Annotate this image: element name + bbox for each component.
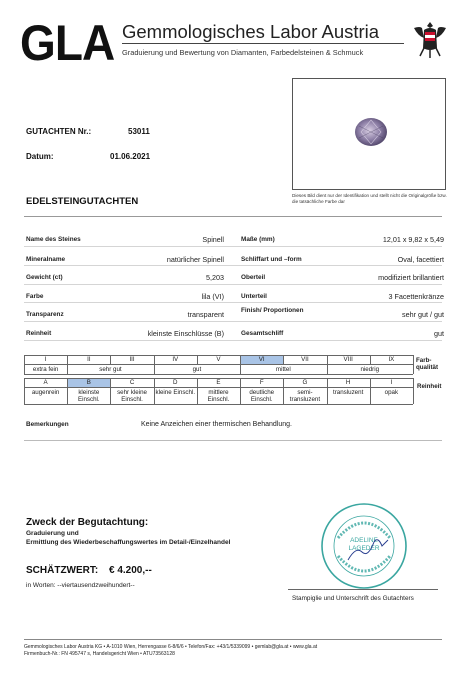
row-divider	[24, 340, 442, 341]
clarity-grade-description: deutliche Einschl.	[249, 389, 275, 404]
row-divider	[24, 284, 442, 285]
clarity-grade-letter: D	[173, 379, 178, 386]
detail-label: Mineralname	[26, 256, 66, 263]
detail-value: 5,203	[206, 273, 224, 282]
detail-value: 12,01 x 9,82 x 5,49	[382, 235, 444, 244]
color-group-label: gut	[192, 366, 202, 373]
clarity-grade-description: augenrein	[31, 389, 60, 396]
row-divider	[24, 302, 442, 303]
color-grade-numeral: IX	[388, 356, 395, 363]
color-group-label: extra fein	[32, 366, 59, 373]
grade-col-line	[413, 355, 414, 364]
purpose-title: Zweck der Begutachtung:	[26, 517, 149, 528]
clarity-grade-letter: B	[86, 379, 91, 386]
clarity-grade-description: mittlere Einschl.	[207, 389, 230, 404]
stamp-caption: Stampiglie und Unterschrift des Gutachters	[292, 595, 414, 602]
detail-value: sehr gut / gut	[402, 310, 444, 319]
footer	[24, 644, 317, 659]
detail-label: Gewicht (ct)	[26, 274, 63, 281]
color-group-label: sehr gut	[99, 366, 122, 373]
clarity-grade-description: kleine Einschl.	[155, 389, 196, 396]
detail-value: 3 Facettenkränze	[388, 292, 444, 301]
color-group-label: niedrig	[360, 366, 380, 373]
grade-table-line	[24, 404, 413, 405]
detail-value: transparent	[187, 310, 224, 319]
detail-value: Oval, facettiert	[397, 255, 444, 264]
valuation-in-words: in Worten: --viertausendzweihundert--	[26, 582, 135, 589]
footer-line-1: Gemmologisches Labor Austria KG • A-1010 Wien, Herrengasse 6-8/6/6 • Telefon/Fax: +43/1/5339099 • gemlab@gla.at • www.gla.at	[24, 644, 318, 650]
color-grade-title: Farb- qualität	[416, 357, 439, 372]
purpose-line-2: Ermittlung des Wiederbeschaffungswertes im Detail-/Einzelhandel	[26, 539, 231, 546]
row-divider	[24, 321, 442, 322]
gla-logo: GLA	[20, 15, 115, 71]
divider	[24, 216, 442, 217]
lab-name: Gemmologisches Labor Austria	[122, 21, 380, 42]
detail-value: kleinste Einschlüsse (B)	[147, 329, 224, 338]
valuation-amount: € 4.200,--	[109, 565, 152, 576]
purpose-line-1: Graduierung und	[26, 530, 79, 537]
group-line	[413, 364, 414, 374]
detail-label: Name des Steines	[26, 236, 81, 243]
color-grade-numeral: I	[44, 356, 47, 363]
color-grade-numeral: VI	[258, 356, 265, 363]
detail-label: Unterteil	[241, 293, 267, 300]
clarity-grade-letter: G	[302, 379, 308, 386]
clarity-grade-letter: I	[390, 379, 393, 386]
date-label: Datum:	[26, 152, 54, 161]
grade-table-line	[24, 364, 413, 365]
header-rule	[122, 43, 404, 44]
austrian-eagle-icon	[410, 18, 450, 62]
signature-line	[288, 589, 438, 590]
row-divider	[24, 265, 442, 266]
divider	[24, 440, 442, 441]
stamp-name: ADELINE	[350, 537, 378, 544]
detail-label: Oberteil	[241, 274, 266, 281]
color-grade-numeral: IV	[172, 356, 179, 363]
detail-label: Reinheit	[26, 330, 52, 337]
detail-label: Farbe	[26, 293, 44, 300]
remarks-text: Keine Anzeichen einer thermischen Behandlung.	[141, 421, 292, 428]
detail-label: Gesamtschliff	[241, 330, 284, 337]
color-grade-numeral: III	[129, 356, 135, 363]
clarity-grade-description: semi-transluzent	[289, 389, 321, 404]
grade-col-line	[413, 378, 414, 404]
footer-line-2: Firmenbuch-Nr.: FN 495747 s, Handelsgericht Wien • ATU73563128	[24, 651, 175, 658]
clarity-grade-description: sehr kleine Einschl.	[117, 389, 148, 404]
detail-value: modifiziert brillantiert	[378, 273, 444, 282]
stamp-surname: LAGEDER	[348, 545, 380, 552]
official-stamp	[320, 502, 408, 590]
report-number-label: GUTACHTEN Nr.:	[26, 127, 92, 136]
clarity-grade-letter: F	[259, 379, 264, 386]
detail-value: Spinell	[202, 235, 224, 244]
lab-subtitle: Graduierung und Bewertung von Diamanten, Farbedelsteinen & Schmuck	[122, 48, 364, 57]
clarity-grade-letter: C	[129, 379, 135, 386]
report-date: 01.06.2021	[110, 152, 151, 161]
remarks-label: Bemerkungen	[26, 421, 69, 428]
color-grade-numeral: VII	[301, 356, 309, 363]
detail-value: natürlicher Spinell	[166, 255, 224, 264]
clarity-grade-description: opak	[384, 389, 399, 396]
grade-table-line	[24, 374, 413, 375]
clarity-grade-letter: E	[216, 379, 221, 386]
footer-divider	[24, 639, 442, 640]
row-divider	[24, 246, 442, 247]
report-title: EDELSTEINGUTACHTEN	[26, 196, 139, 207]
detail-label: Finish/ Proportionen	[241, 307, 304, 314]
grade-table-line	[24, 387, 413, 388]
valuation-label: SCHÄTZWERT:	[26, 565, 99, 576]
color-grade-numeral: VIII	[343, 356, 353, 363]
detail-value: lila (VI)	[201, 292, 224, 301]
detail-value: gut	[434, 329, 444, 338]
detail-label: Transparenz	[26, 311, 64, 318]
color-group-label: mittel	[275, 366, 291, 373]
color-grade-numeral: V	[216, 356, 221, 363]
clarity-grade-description: transluzent	[333, 389, 364, 396]
color-grade-numeral: II	[87, 356, 91, 363]
photo-note: Dieses Bild dient nur der Identifikation und stellt nicht die Originalgröße bzw. die tatsächliche Farbe dar	[292, 193, 447, 204]
detail-label: Maße (mm)	[241, 236, 275, 243]
clarity-grade-description: kleinste Einschl.	[77, 389, 100, 404]
clarity-grade-letter: A	[43, 379, 48, 386]
clarity-grade-title: Reinheit	[417, 383, 442, 390]
report-number: 53011	[128, 127, 150, 136]
clarity-grade-letter: H	[345, 379, 351, 386]
gemstone-image	[354, 117, 388, 147]
detail-label: Schliffart und –form	[241, 256, 302, 263]
